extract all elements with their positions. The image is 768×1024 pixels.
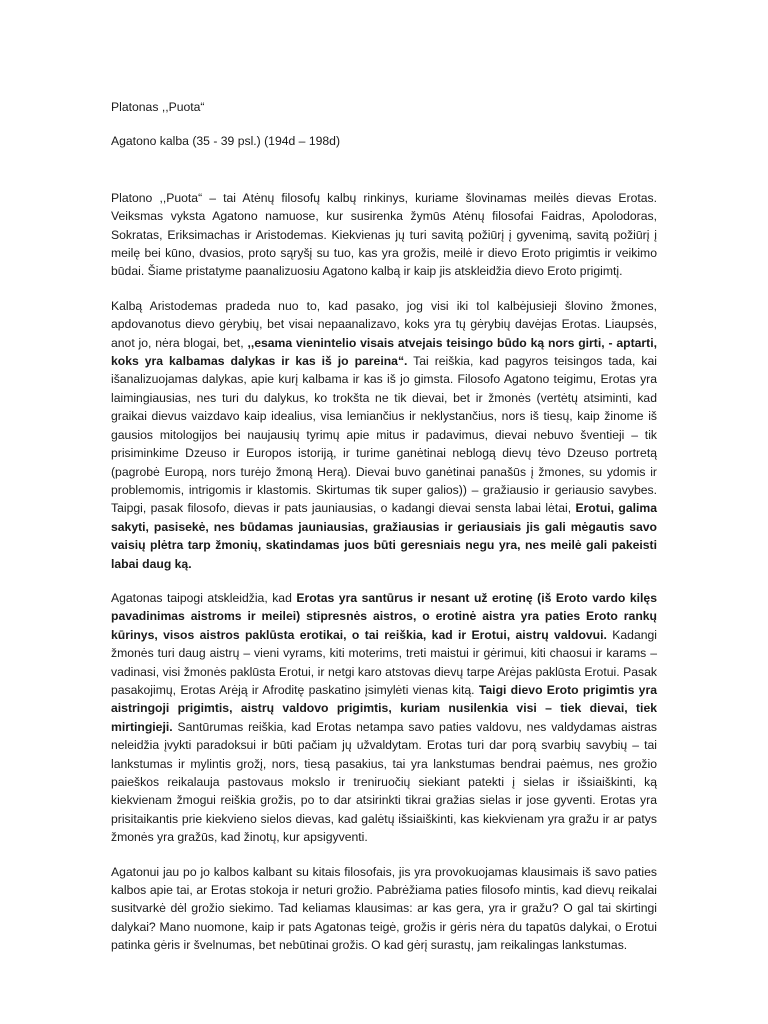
paragraph — [111, 863, 657, 955]
document-title: Platonas ,,Puota“ — [111, 100, 205, 114]
paragraph — [111, 297, 657, 573]
document-body — [111, 189, 657, 955]
text-segment: Kadangi žmonės turi daug aistrų – vieni vyrams, kiti moterims, treti maistui ir gėrimui, kiti chaosui ir karams – vadinasi, visi žmonės paklūsta Erotui, ir netgi karo atstovas dievų tarpe Arėjas paklūsta Erotui. Pasak pasakojimų, Erotas Arėją ir Afroditę paskatino įsimylėti vienas kitą. — [111, 627, 657, 697]
text-segment: Santūrumas reiškia, kad Erotas netampa savo paties valdovu, nes valdydamas aistras neleidžia įvykti paradoksui ir būti pačiam jų užvaldytam. Erotas turi dar porą svarbių savybių – tai lankstumas ir mylintis grožį, nors, tiesą pasakius, tai yra lankstumas bendrai paėmus, nes grožio paieškos reikalauja pastovaus mokslo ir treniruočių siekiant patekti į sielas ir išsiaiškinti, ką kiekvienam žmogui reiškia grožis, po to dar atsirinkti tikrai gražias sielas ir jose gyventi. Erotas yra prisitaikantis prie kiekvieno sielos dievas, kad galėtų išsiaiškinti, kas kiekvienam yra gražu ir ar patys žmonės yra gražūs, kad žinotų, kur apsigyventi. — [111, 719, 657, 845]
text-segment: Tai reiškia, kad pagyros teisingos tada, kai išanalizuojamas dalykas, apie kurį kalbama ir kas iš jo gimsta. Filosofo Agatono teigimu, Erotas yra laimingiausias, nes turi du dalykus, ko trokšta ne tik dievai, bet ir žmonės (vertėtų atsiminti, kad graikai dievus vaizdavo kaip idealius, visa lemiančius ir neklystančius, nors iš tiesų, kaip žinome iš gausios mitologijos bei naujausių tyrimų apie mitus ir padavimus, dievai nebuvo šventieji – tik prisiminkime Dzeuso ir Europos istoriją, ir turime ganėtinai neblogą dievų tėvo Dzeuso portretą (pagrobė Europą, nors turėjo žmoną Herą). Dievai buvo ganėtinai panašūs į žmones, su ydomis ir problemomis, intrigomis ir klastomis. Skirtumas tik super galios)) – gražiausio ir geriausio savybes. Taipgi, pasak filosofo, dievas ir pats jauniausias, o kadangi dievai sensta labai lėtai, — [111, 354, 657, 516]
paragraph — [111, 589, 657, 847]
text-segment: Agatonas taipogi atskleidžia, kad — [111, 590, 297, 605]
text-segment: Kalbą Aristodemas pradeda nuo to, kad pasako, jog visi iki tol kalbėjusieji šlovino žmones, apdovanotus dievo gėrybių, bet visai nepaanalizavo, koks yra tų gėrybių davėjas Erotas. Liaupsės, anot jo, nėra blogai, bet, — [111, 298, 657, 350]
text-segment: Platono ,,Puota“ – tai Atėnų filosofų kalbų rinkinys, kuriame šlovinamas meilės dievas Erotas. Veiksmas vyksta Agatono namuose, kur susirenka žymūs Atėnų filosofai Faidras, Apolodoras, Sokratas, Eriksimachas ir Aristodemas. Kiekvienas jų turi savitą požiūrį į gyvenimą, savitą požiūrį į meilę bei kūno, dvasios, proto sąryšį su tuo, kas yra grožis, meilė ir dievo Eroto prigimtis ir veikimo būdai. Šiame pristatyme paanalizuosiu Agatono kalbą ir kaip jis atskleidžia dievo Eroto prigimtį. — [111, 190, 657, 279]
emphasized-text: Erotas yra santūrus ir nesant už erotinę (iš Eroto vardo kilęs pavadinimas aistroms ir meilei) stipresnės aistros, o erotinė aistra yra paties Eroto rankų kūrinys, visos aistros paklūsta erotikai, o tai reiškia, kad ir Erotui, aistrų valdovui. — [111, 590, 657, 642]
document-page — [111, 98, 657, 971]
text-segment: Agatonui jau po jo kalbos kalbant su kitais filosofais, jis yra provokuojamas klausimais iš savo paties kalbos apie tai, ar Erotas stokoja ir neturi grožio. Pabrėžiama paties filosofo mintis, kad dievų reikalai susitvarkė dėl grožio siekimo. Tad keliamas klausimas: ar kas gera, yra ir gražu? O gal tai skirtingi dalykai? Mano nuomone, kaip ir pats Agatonas teigė, grožis ir gėris nėra du tapatūs dalykai, o Erotui patinka gėris ir švelnumas, bet nebūtinai grožis. O kad gėrį surastų, jam reikalingas lankstumas. — [111, 864, 657, 953]
document-subtitle: Agatono kalba (35 - 39 psl.) (194d – 198d) — [111, 134, 341, 149]
emphasized-text: Erotui, galima sakyti, pasisekė, nes būdamas jauniausias, gražiausias ir geriausiais jis gali mėgautis savo vaisių plėtra tarp žmonių, skatindamas juos būti geresniais negu yra, nes meilė gali pakeisti labai daug ką. — [111, 501, 657, 571]
emphasized-text: ,,esama vienintelio visais atvejais teisingo būdo ką nors girti, - aptarti, koks yra kalbamas dalykas ir kas iš jo pareina“. — [111, 335, 657, 369]
emphasized-text: Taigi dievo Eroto prigimtis yra aistringoji prigimtis, aistrų valdovo prigimtis, kuriam nusilenkia visi – tiek dievai, tiek mirtingieji. — [111, 682, 657, 734]
paragraph — [111, 189, 657, 281]
